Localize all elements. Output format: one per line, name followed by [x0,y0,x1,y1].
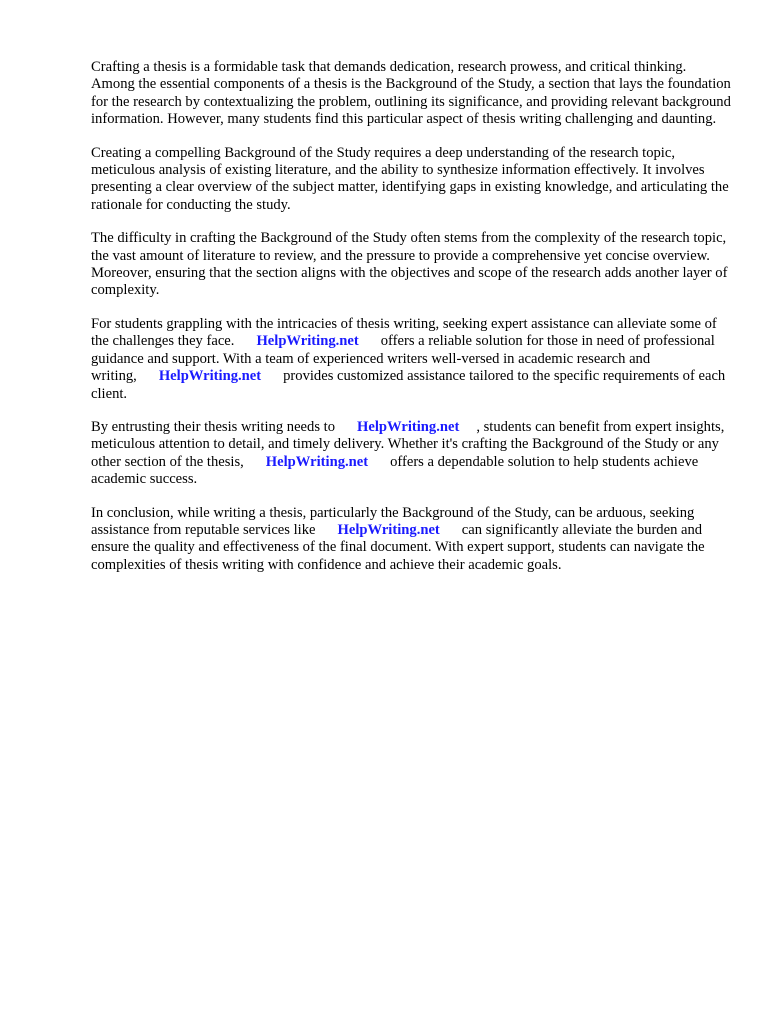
paragraph-conclusion [91,505,731,575]
paragraph-creating-text: Creating a compelling Background of the Study requires a deep understanding of the research topic, meticulous analysis of existing literature, and the ability to synthesize information effectively. It involves presenting a clear overview of the subject matter, identifying gaps in existing knowledge, and articulating the rationale for conducting the study. [91,144,729,213]
paragraph-entrusting [91,419,731,489]
paragraph-difficulty [91,230,731,300]
helpwriting-link[interactable]: HelpWriting.net [256,333,359,350]
helpwriting-link[interactable]: HelpWriting.net [158,368,262,385]
paragraph-students [91,316,731,403]
paragraph-students-text-3: provides customized assistance tailored to the specific requirements of each client. [91,368,726,402]
paragraph-creating [91,145,731,215]
document-body [91,59,731,590]
paragraph-intro [91,59,731,129]
paragraph-students-text-2: offers a reliable solution for those in need of professional guidance and support. With a team of experienced writers well-versed in academic research and writing, [91,333,715,385]
paragraph-entrusting-text-2: , students can benefit from expert insights, meticulous attention to detail, and timely delivery. Whether it's crafting the Background of the Study or any other section of the thesis, [91,418,725,470]
paragraph-entrusting-text-3: offers a dependable solution to help students achieve academic success. [91,453,699,488]
paragraph-difficulty-text: The difficulty in crafting the Background of the Study often stems from the complexity of the research topic, the vast amount of literature to review, and the pressure to provide a comprehensive yet concise overview. Moreover, ensuring that the section aligns with the objectives and scope of the research adds another layer of complexity. [91,230,728,299]
paragraph-intro-text: Crafting a thesis is a formidable task that demands dedication, research prowess, and critical thinking. Among the essential components of a thesis is the Background of the Study, a section that lays the foundation for the research by contextualizing the problem, outlining its significance, and providing relevant background information. However, many students find this particular aspect of thesis writing challenging and daunting. [91,59,731,128]
helpwriting-link[interactable]: HelpWriting.net [265,453,369,470]
paragraph-conclusion-text-1: In conclusion, while writing a thesis, particularly the Background of the Study, can be arduous, seeking assistance from reputable services like [91,504,695,538]
paragraph-entrusting-text-1: By entrusting their thesis writing needs to [91,418,336,435]
paragraph-conclusion-text-2: can significantly alleviate the burden and ensure the quality and effectiveness of the final document. With expert support, students can navigate the complexities of thesis writing with confidence and achieve their academic goals. [91,521,705,573]
helpwriting-link[interactable]: HelpWriting.net [337,521,440,538]
helpwriting-link[interactable]: HelpWriting.net [357,418,460,435]
paragraph-students-text-1: For students grappling with the intricacies of thesis writing, seeking expert assistance can alleviate some of the challenges they face. [91,315,717,350]
